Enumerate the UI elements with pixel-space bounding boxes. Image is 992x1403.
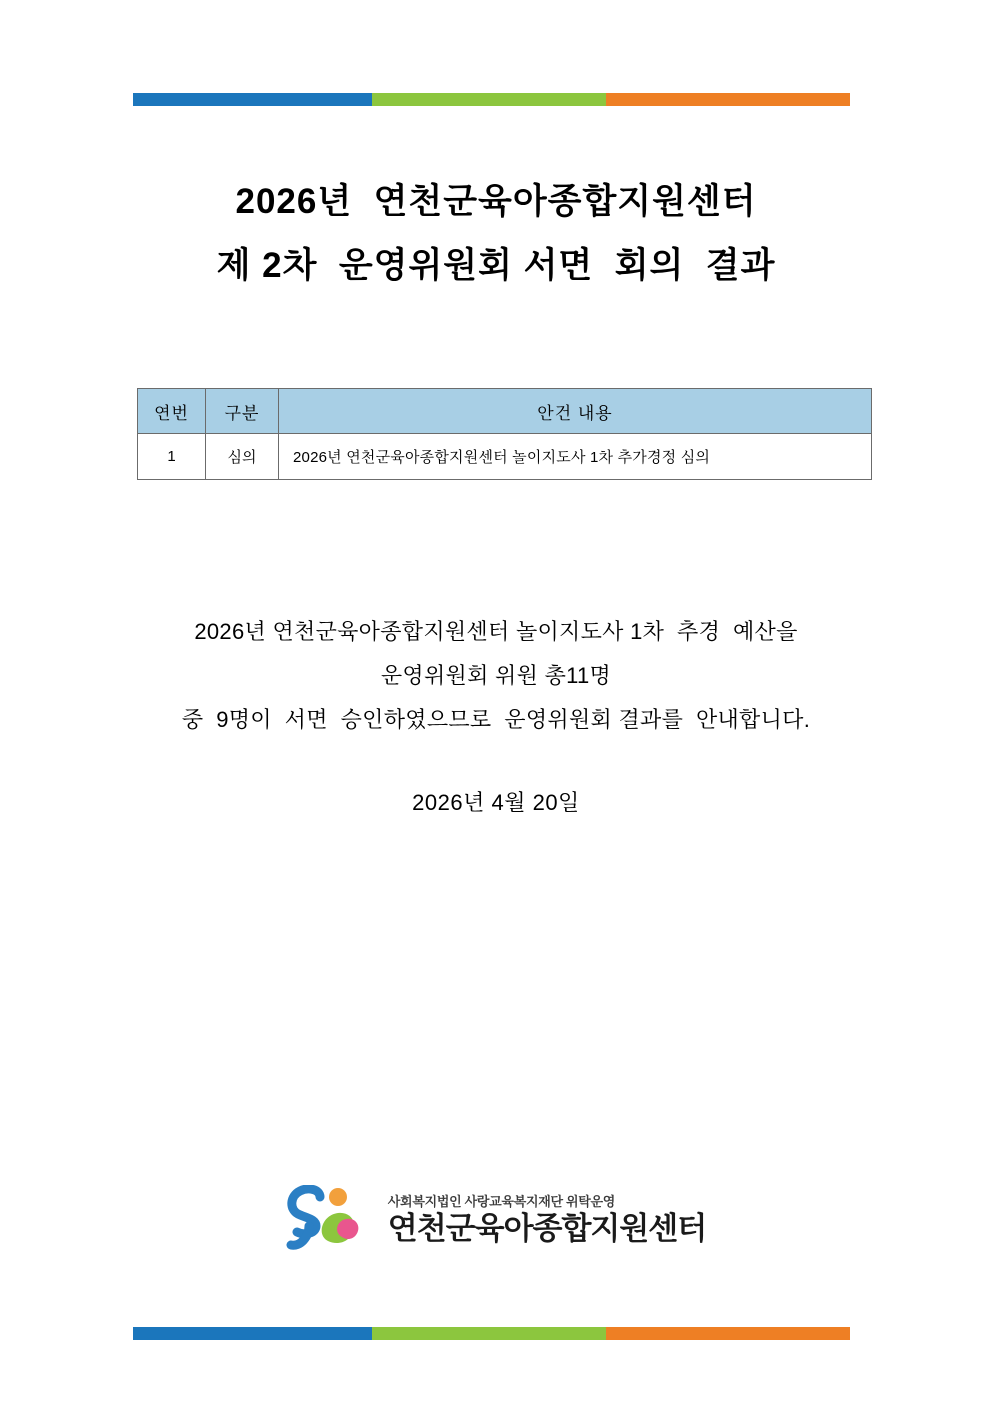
- table-header-row: [138, 389, 872, 434]
- color-bar-segment-blue-bottom: [133, 1327, 372, 1340]
- logo-tagline: 사회복지법인 사랑교육복지재단 위탁운영: [387, 1193, 616, 1209]
- body-line-2: 운영위원회 위원 총11명: [380, 663, 612, 688]
- column-header-content: 안건 내용: [279, 389, 872, 434]
- organization-logo: [0, 1185, 992, 1253]
- document-date: 2026년 4월 20일: [412, 790, 580, 815]
- body-text: [0, 610, 992, 817]
- bottom-color-bar: [133, 1327, 850, 1340]
- color-bar-segment-blue: [133, 93, 372, 106]
- page-title: [0, 170, 992, 298]
- logo-emblem-icon: [286, 1185, 378, 1253]
- title-line-2: 제 2차 운영위원회 서면 회의 결과: [216, 246, 776, 285]
- top-color-bar: [133, 93, 850, 106]
- color-bar-segment-green: [372, 93, 606, 106]
- body-line-1: 2026년 연천군육아종합지원센터 놀이지도사 1차 추경 예산을: [194, 619, 798, 644]
- color-bar-segment-green-bottom: [372, 1327, 606, 1340]
- body-line-3: 중 9명이 서면 승인하였으므로 운영위원회 결과를 안내합니다.: [181, 707, 811, 732]
- table-row: [138, 434, 872, 480]
- agenda-table: [137, 388, 872, 480]
- cell-type: 심의: [206, 434, 279, 480]
- logo-name: 연천군육아종합지원센터: [387, 1210, 707, 1246]
- color-bar-segment-orange: [606, 93, 850, 106]
- column-header-no: 연번: [138, 389, 206, 434]
- color-bar-segment-orange-bottom: [606, 1327, 850, 1340]
- title-line-1: 2026년 연천군육아종합지원센터: [235, 182, 757, 221]
- cell-content: 2026년 연천군육아종합지원센터 놀이지도사 1차 추가경정 심의: [279, 434, 872, 480]
- cell-no: 1: [138, 434, 206, 480]
- column-header-type: 구분: [206, 389, 279, 434]
